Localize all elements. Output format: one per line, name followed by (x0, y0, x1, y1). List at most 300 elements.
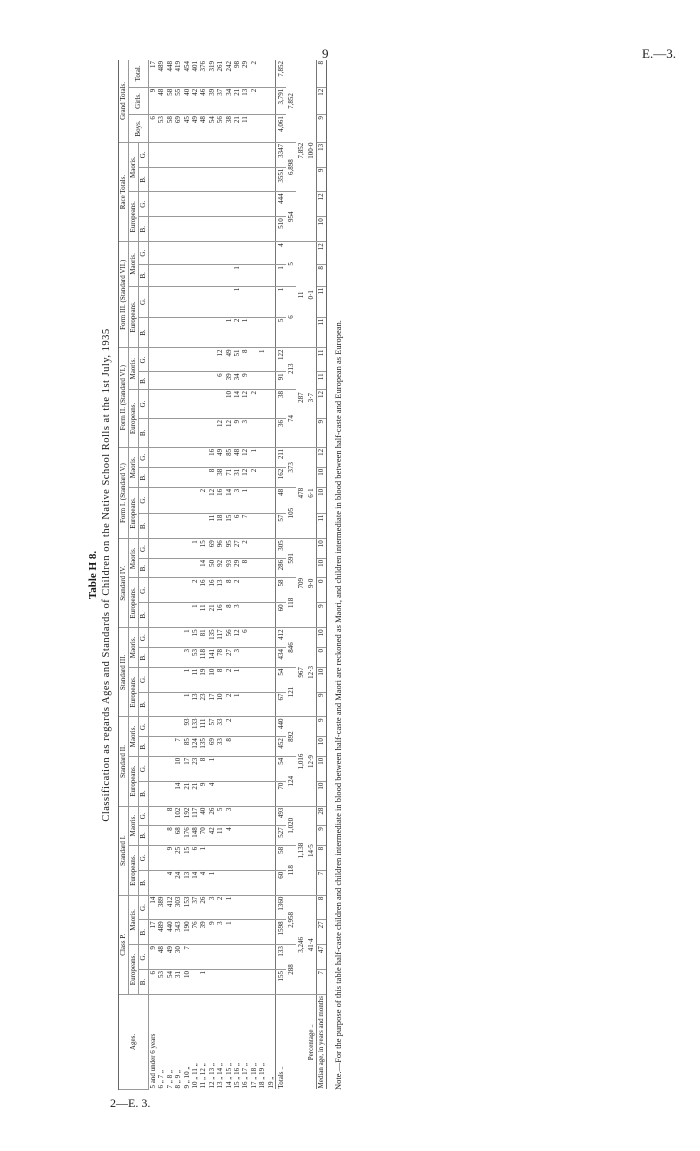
table-note: Note.—For the purpose of this table half-caste children and children intermediate in blood between half-caste and Maori are reckoned as Maori, and children intermediate in blood between half-caste and European as European. (332, 320, 343, 1090)
cell-value (199, 192, 207, 217)
cell-value (267, 539, 276, 559)
cell-value (258, 970, 266, 995)
cell-value (241, 603, 249, 628)
cell-value: 34 (233, 372, 241, 390)
cell-value (267, 737, 276, 757)
cell-value (258, 487, 266, 513)
cell-value (174, 628, 182, 648)
cell-value (250, 692, 258, 717)
median-label: Median age, in years and months (317, 995, 326, 1089)
age-label: 8 „ 9 „ (174, 1070, 183, 1089)
cell-value (216, 242, 224, 265)
cell-value: 2 (216, 895, 224, 920)
cell-value (174, 487, 182, 513)
cell-value (183, 513, 191, 539)
cell-value (157, 603, 165, 628)
cell-value: 58 (166, 115, 174, 143)
group-header: Standard IV. (119, 539, 129, 628)
cell-value (166, 447, 174, 467)
cell-value: 49 (166, 945, 174, 970)
group-header: Standard II. (119, 717, 129, 806)
cell-value (149, 487, 158, 513)
cell-value (157, 539, 165, 559)
cell-value (241, 806, 249, 826)
median-value: 47 (317, 945, 326, 970)
cell-value (250, 667, 258, 692)
cell-value: 12 (225, 418, 233, 447)
median-value: 10 (317, 628, 326, 648)
cell-value: 1 (191, 603, 199, 628)
cell-value: 489 (157, 60, 165, 87)
cell-value (149, 781, 158, 806)
cell-value (208, 372, 216, 390)
cell-value: 2 (225, 692, 233, 717)
cell-value: 8 (208, 467, 216, 487)
cell-value: 8 (241, 558, 249, 578)
percentage-row (306, 60, 317, 1090)
totals-value: 1360 (276, 895, 287, 920)
cell-value: 1 (225, 920, 233, 945)
sex-header: G. (139, 717, 149, 737)
cell-value (241, 286, 249, 317)
cell-value (191, 348, 199, 372)
cell-value: 117 (216, 628, 224, 648)
cell-value: 95 (225, 539, 233, 559)
cell-value (191, 242, 199, 265)
cell-value (149, 217, 158, 242)
cell-value: 27 (225, 647, 233, 667)
cell-value (191, 487, 199, 513)
sex-header: B. (139, 558, 149, 578)
cell-value (183, 447, 191, 467)
combined-race-value: 892 (286, 717, 296, 756)
cell-value (157, 372, 165, 390)
median-value: 9 (317, 115, 326, 143)
cell-value: 3 (233, 603, 241, 628)
totals-value: 122 (276, 348, 287, 372)
percentage-value: 9·0 (306, 539, 317, 628)
cell-value: 8 (216, 667, 224, 692)
cell-value (166, 647, 174, 667)
group-header: Standard I. (119, 806, 129, 895)
cell-value (250, 487, 258, 513)
median-value: 12 (317, 242, 326, 265)
cell-value (250, 539, 258, 559)
age-row (149, 60, 158, 1090)
cell-value: 2 (233, 317, 241, 348)
cell-value (225, 242, 233, 265)
cell-value (166, 390, 174, 419)
median-value: 8 (317, 895, 326, 920)
cell-value: 102 (174, 806, 182, 826)
combined-race-value: 1,020 (286, 806, 296, 845)
age-row (233, 60, 241, 1090)
cell-value (149, 578, 158, 603)
cell-value (225, 845, 233, 870)
cell-value (157, 487, 165, 513)
cell-value (216, 167, 224, 192)
cell-value: 54 (208, 115, 216, 143)
median-value: 13 (317, 142, 326, 167)
cell-value (183, 217, 191, 242)
cell-value: 4 (166, 870, 174, 895)
cell-value: 10 (216, 692, 224, 717)
cell-value: 4 (208, 781, 216, 806)
cell-value (208, 242, 216, 265)
cell-value (174, 192, 182, 217)
race-header: Europeans. (129, 667, 139, 717)
cell-value (258, 418, 266, 447)
cell-value (225, 945, 233, 970)
cell-value: 11 (241, 115, 249, 143)
combined-total-value: 1,016 (296, 717, 306, 806)
cell-value (216, 142, 224, 167)
race-header: Europeans. (129, 756, 139, 806)
cell-value: 25 (174, 845, 182, 870)
cell-value: 343 (174, 920, 182, 945)
cell-value (149, 317, 158, 348)
cell-value: 6 (241, 628, 249, 648)
sex-header: B. (139, 870, 149, 895)
combined-race-row (286, 60, 296, 1090)
totals-value: 4,061 (276, 115, 287, 143)
cell-value: 53 (157, 970, 165, 995)
cell-value (199, 390, 207, 419)
cell-value (174, 242, 182, 265)
cell-value (250, 558, 258, 578)
combined-total-row (296, 60, 306, 1090)
cell-value (191, 945, 199, 970)
cell-value: 26 (199, 895, 207, 920)
totals-value: 440 (276, 717, 287, 737)
cell-value: 48 (157, 87, 165, 114)
cell-value: 1 (233, 667, 241, 692)
cell-value: 70 (199, 826, 207, 846)
sex-header: G. (139, 806, 149, 826)
cell-value (208, 217, 216, 242)
age-row (250, 60, 258, 1090)
cell-value (233, 217, 241, 242)
cell-value (183, 192, 191, 217)
cell-value: 3 (225, 806, 233, 826)
cell-value (250, 806, 258, 826)
percentage-label: Percentage .. (306, 1024, 315, 1061)
cell-value: 50 (208, 558, 216, 578)
cell-value: 21 (183, 781, 191, 806)
cell-value (157, 870, 165, 895)
cell-value: 53 (191, 647, 199, 667)
cell-value (157, 390, 165, 419)
age-column-header: Ages. (119, 994, 149, 1089)
cell-value (174, 390, 182, 419)
cell-value: 3 (183, 647, 191, 667)
age-label: 5 and under 6 years (149, 1033, 157, 1089)
cell-value (250, 348, 258, 372)
table-title: Table H 8. (87, 550, 99, 600)
cell-value (258, 826, 266, 846)
median-value: 8 (317, 845, 326, 870)
cell-value (149, 348, 158, 372)
cell-value: 56 (216, 115, 224, 143)
age-row (216, 60, 224, 1090)
combined-race-value: 7,852 (286, 60, 296, 142)
cell-value: 1 (250, 447, 258, 467)
sex-header: B. (139, 781, 149, 806)
document-reference: E.—3. (642, 46, 676, 61)
age-label: 7 „ 8 „ (165, 1070, 174, 1089)
combined-race-value: 591 (286, 539, 296, 578)
combined-total-value: 7,852 (296, 60, 306, 242)
median-value: 11 (317, 286, 326, 317)
totals-value: 60 (276, 603, 287, 628)
cell-value (233, 826, 241, 846)
cell-value (191, 217, 199, 242)
cell-value (174, 447, 182, 467)
cell-value: 39 (225, 372, 233, 390)
cell-value: 18 (216, 513, 224, 539)
cell-value (258, 87, 266, 114)
totals-value: 7,852 (276, 60, 287, 87)
cell-value (258, 217, 266, 242)
cell-value: 4 (225, 826, 233, 846)
totals-value: 3347 (276, 142, 287, 167)
cell-value (258, 467, 266, 487)
cell-value (166, 737, 174, 757)
cell-value (208, 845, 216, 870)
totals-value: 58 (276, 578, 287, 603)
cell-value (250, 717, 258, 737)
cell-value: 118 (199, 647, 207, 667)
cell-value (250, 603, 258, 628)
sex-header: B. (139, 603, 149, 628)
cell-value: 45 (183, 115, 191, 143)
grand-total-header: Girls. (129, 87, 149, 114)
cell-value: 76 (191, 920, 199, 945)
totals-value: 60 (276, 870, 287, 895)
cell-value: 12 (241, 390, 249, 419)
cell-value (191, 192, 199, 217)
rotated-table-block (85, 60, 515, 1090)
cell-value (191, 142, 199, 167)
cell-value (191, 558, 199, 578)
age-row (191, 60, 199, 1090)
cell-value (267, 945, 276, 970)
cell-value (191, 372, 199, 390)
cell-value (267, 390, 276, 419)
cell-value: 57 (208, 717, 216, 737)
cell-value: 14 (225, 487, 233, 513)
cell-value (241, 265, 249, 286)
cell-value (258, 142, 266, 167)
cell-value: 9 (149, 87, 158, 114)
cell-value: 7 (183, 945, 191, 970)
cell-value (208, 390, 216, 419)
sex-header: B. (139, 418, 149, 447)
cell-value (157, 418, 165, 447)
cell-value (149, 447, 158, 467)
cell-value: 27 (233, 539, 241, 559)
age-row (183, 60, 191, 1090)
cell-value: 48 (199, 115, 207, 143)
cell-value (267, 920, 276, 945)
sex-header: G. (139, 142, 149, 167)
cell-value (258, 115, 266, 143)
cell-value (241, 667, 249, 692)
blank-cell (286, 994, 296, 1089)
cell-value: 16 (199, 578, 207, 603)
cell-value (241, 970, 249, 995)
cell-value (199, 317, 207, 348)
cell-value (183, 142, 191, 167)
cell-value: 10 (174, 756, 182, 781)
cell-value (267, 603, 276, 628)
cell-value: 8 (241, 348, 249, 372)
cell-value (241, 692, 249, 717)
cell-value (241, 578, 249, 603)
cell-value: 6 (191, 845, 199, 870)
cell-value (191, 447, 199, 467)
sex-header: B. (139, 737, 149, 757)
cell-value: 14 (233, 390, 241, 419)
cell-value: 13 (216, 578, 224, 603)
cell-value: 17 (149, 920, 158, 945)
median-value: 10 (317, 737, 326, 757)
cell-value: 6 (149, 115, 158, 143)
cell-value (250, 513, 258, 539)
totals-value: 286 (276, 558, 287, 578)
combined-total-value: 1,138 (296, 806, 306, 895)
cell-value: 1 (233, 265, 241, 286)
cell-value (208, 945, 216, 970)
percentage-value: 0·1 (306, 242, 317, 348)
cell-value (183, 539, 191, 559)
cell-value (149, 667, 158, 692)
cell-value: 23 (191, 756, 199, 781)
cell-value: 17 (208, 692, 216, 717)
cell-value: 440 (166, 920, 174, 945)
cell-value: 1 (233, 286, 241, 317)
median-value: 10 (317, 756, 326, 781)
cell-value: 8 (199, 756, 207, 781)
median-value: 10 (317, 558, 326, 578)
totals-value: 305 (276, 539, 287, 559)
cell-value (199, 265, 207, 286)
cell-value (149, 142, 158, 167)
combined-race-value: 74 (286, 390, 296, 448)
cell-value: 117 (191, 806, 199, 826)
totals-value: 1598 (276, 920, 287, 945)
cell-value (166, 717, 174, 737)
grand-total-header: Boys. (129, 115, 149, 143)
cell-value (191, 418, 199, 447)
cell-value (216, 781, 224, 806)
sex-header: G. (139, 539, 149, 559)
totals-row (276, 60, 287, 1090)
cell-value: 13 (191, 692, 199, 717)
cell-value: 376 (199, 60, 207, 87)
cell-value (241, 920, 249, 945)
cell-value (258, 60, 266, 87)
cell-value: 1 (183, 692, 191, 717)
cell-value (241, 192, 249, 217)
sex-header: B. (139, 920, 149, 945)
cell-value: 2 (250, 390, 258, 419)
cell-value (149, 756, 158, 781)
cell-value: 190 (183, 920, 191, 945)
totals-value: 162 (276, 467, 287, 487)
combined-race-value: 373 (286, 447, 296, 487)
cell-value (166, 781, 174, 806)
cell-value (258, 558, 266, 578)
group-header: Form III. (Standard VII.) (119, 242, 129, 348)
cell-value (241, 242, 249, 265)
cell-value (199, 467, 207, 487)
cell-value (149, 513, 158, 539)
cell-value: 13 (183, 870, 191, 895)
combined-race-value: 288 (286, 945, 296, 995)
median-value: 0 (317, 578, 326, 603)
race-header: Europeans. (129, 578, 139, 628)
age-label: 9 „ 10 „ (182, 1066, 191, 1089)
grand-total-header: Total. (129, 60, 149, 87)
cell-value (183, 317, 191, 348)
cell-value: 9 (199, 781, 207, 806)
cell-value (250, 826, 258, 846)
race-header: Maoris. (129, 447, 139, 487)
median-value: 28 (317, 806, 326, 826)
cell-value: 54 (166, 970, 174, 995)
median-value: 10 (317, 467, 326, 487)
cell-value (267, 265, 276, 286)
cell-value: 11 (199, 603, 207, 628)
totals-value: 38 (276, 390, 287, 419)
cell-value (208, 970, 216, 995)
sex-header: B. (139, 372, 149, 390)
cell-value (241, 870, 249, 895)
cell-value (166, 286, 174, 317)
group-header: Grand Totals. (119, 60, 129, 142)
cell-value (199, 348, 207, 372)
cell-value (258, 578, 266, 603)
totals-value: 412 (276, 628, 287, 648)
cell-value (250, 217, 258, 242)
cell-value (208, 265, 216, 286)
classification-table (118, 60, 327, 1090)
cell-value: 55 (174, 87, 182, 114)
cell-value (183, 467, 191, 487)
cell-value (157, 717, 165, 737)
cell-value (233, 845, 241, 870)
age-row (157, 60, 165, 1090)
cell-value (166, 667, 174, 692)
cell-value (174, 265, 182, 286)
race-header: Maoris. (129, 895, 139, 944)
cell-value (267, 513, 276, 539)
cell-value: 10 (225, 390, 233, 419)
cell-value (250, 115, 258, 143)
cell-value (258, 265, 266, 286)
cell-value (157, 317, 165, 348)
cell-value (157, 348, 165, 372)
cell-value (174, 286, 182, 317)
cell-value (157, 737, 165, 757)
cell-value (258, 390, 266, 419)
cell-value (166, 418, 174, 447)
cell-value: 261 (216, 60, 224, 87)
cell-value: 2 (225, 717, 233, 737)
cell-value: 11 (191, 667, 199, 692)
cell-value: 2 (250, 87, 258, 114)
